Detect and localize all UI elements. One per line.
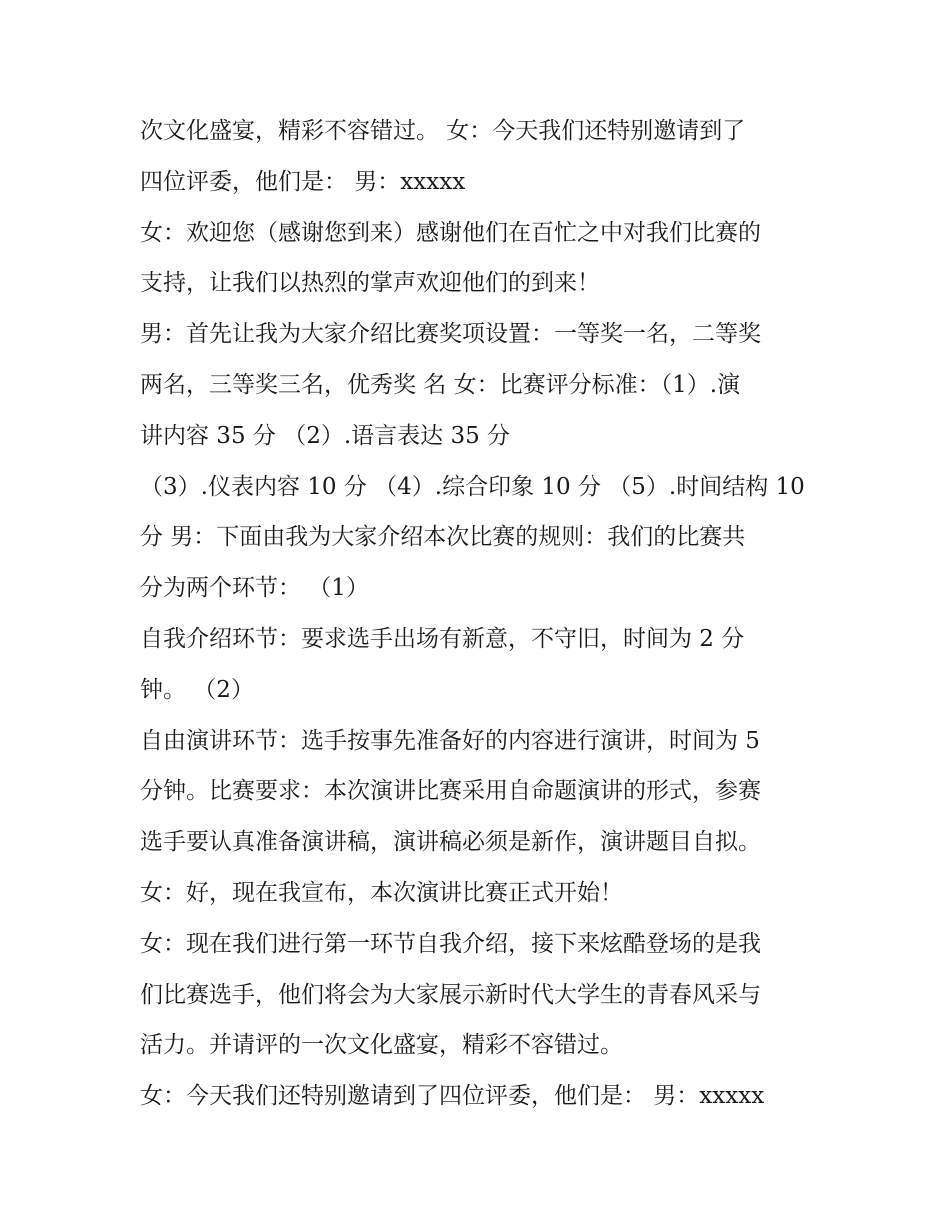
text-line: 男：首先让我为大家介绍比赛奖项设置：一等奖一名，二等奖 <box>140 321 761 348</box>
text-line: 支持，让我们以热烈的掌声欢迎他们的到来！ <box>140 270 600 297</box>
text-line: 分为两个环节： （1） <box>140 575 369 602</box>
text-line: 女：欢迎您（感谢您到来）感谢他们在百忙之中对我们比赛的 <box>140 219 761 246</box>
text-line: 选手要认真准备演讲稿，演讲稿必须是新作，演讲题目自拟。 <box>140 829 761 856</box>
text-line: 女：好，现在我宣布，本次演讲比赛正式开始！ <box>140 879 623 906</box>
text-line: （3）.仪表内容 10 分 （4）.综合印象 10 分 （5）.时间结构 10 <box>140 473 805 500</box>
text-line: 自我介绍环节：要求选手出场有新意，不守旧，时间为 2 分 <box>140 625 745 652</box>
text-line: 讲内容 35 分 （2）.语言表达 35 分 <box>140 422 511 449</box>
text-line: 们比赛选手，他们将会为大家展示新时代大学生的青春风采与 <box>140 981 761 1008</box>
text-line: 自由演讲环节：选手按事先准备好的内容进行演讲，时间为 5 <box>140 727 760 754</box>
document-body <box>140 106 830 1122</box>
text-line: 活力。并请评的一次文化盛宴，精彩不容错过。 <box>140 1032 623 1059</box>
text-line: 女：现在我们进行第一环节自我介绍，接下来炫酷登场的是我 <box>140 930 761 957</box>
text-line: 女：今天我们还特别邀请到了四位评委，他们是： 男：xxxxx <box>140 1083 765 1110</box>
text-line: 两名，三等奖三名，优秀奖 名 女：比赛评分标准：（1）.演 <box>140 371 741 398</box>
text-line: 钟。 （2） <box>140 676 254 703</box>
text-line: 分钟。比赛要求：本次演讲比赛采用自命题演讲的形式，参赛 <box>140 778 761 805</box>
text-line: 分 男：下面由我为大家介绍本次比赛的规则：我们的比赛共 <box>140 524 746 551</box>
text-line: 四位评委，他们是： 男：xxxxx <box>140 168 466 195</box>
text-line: 次文化盛宴，精彩不容错过。 女：今天我们还特别邀请到了 <box>140 118 746 144</box>
